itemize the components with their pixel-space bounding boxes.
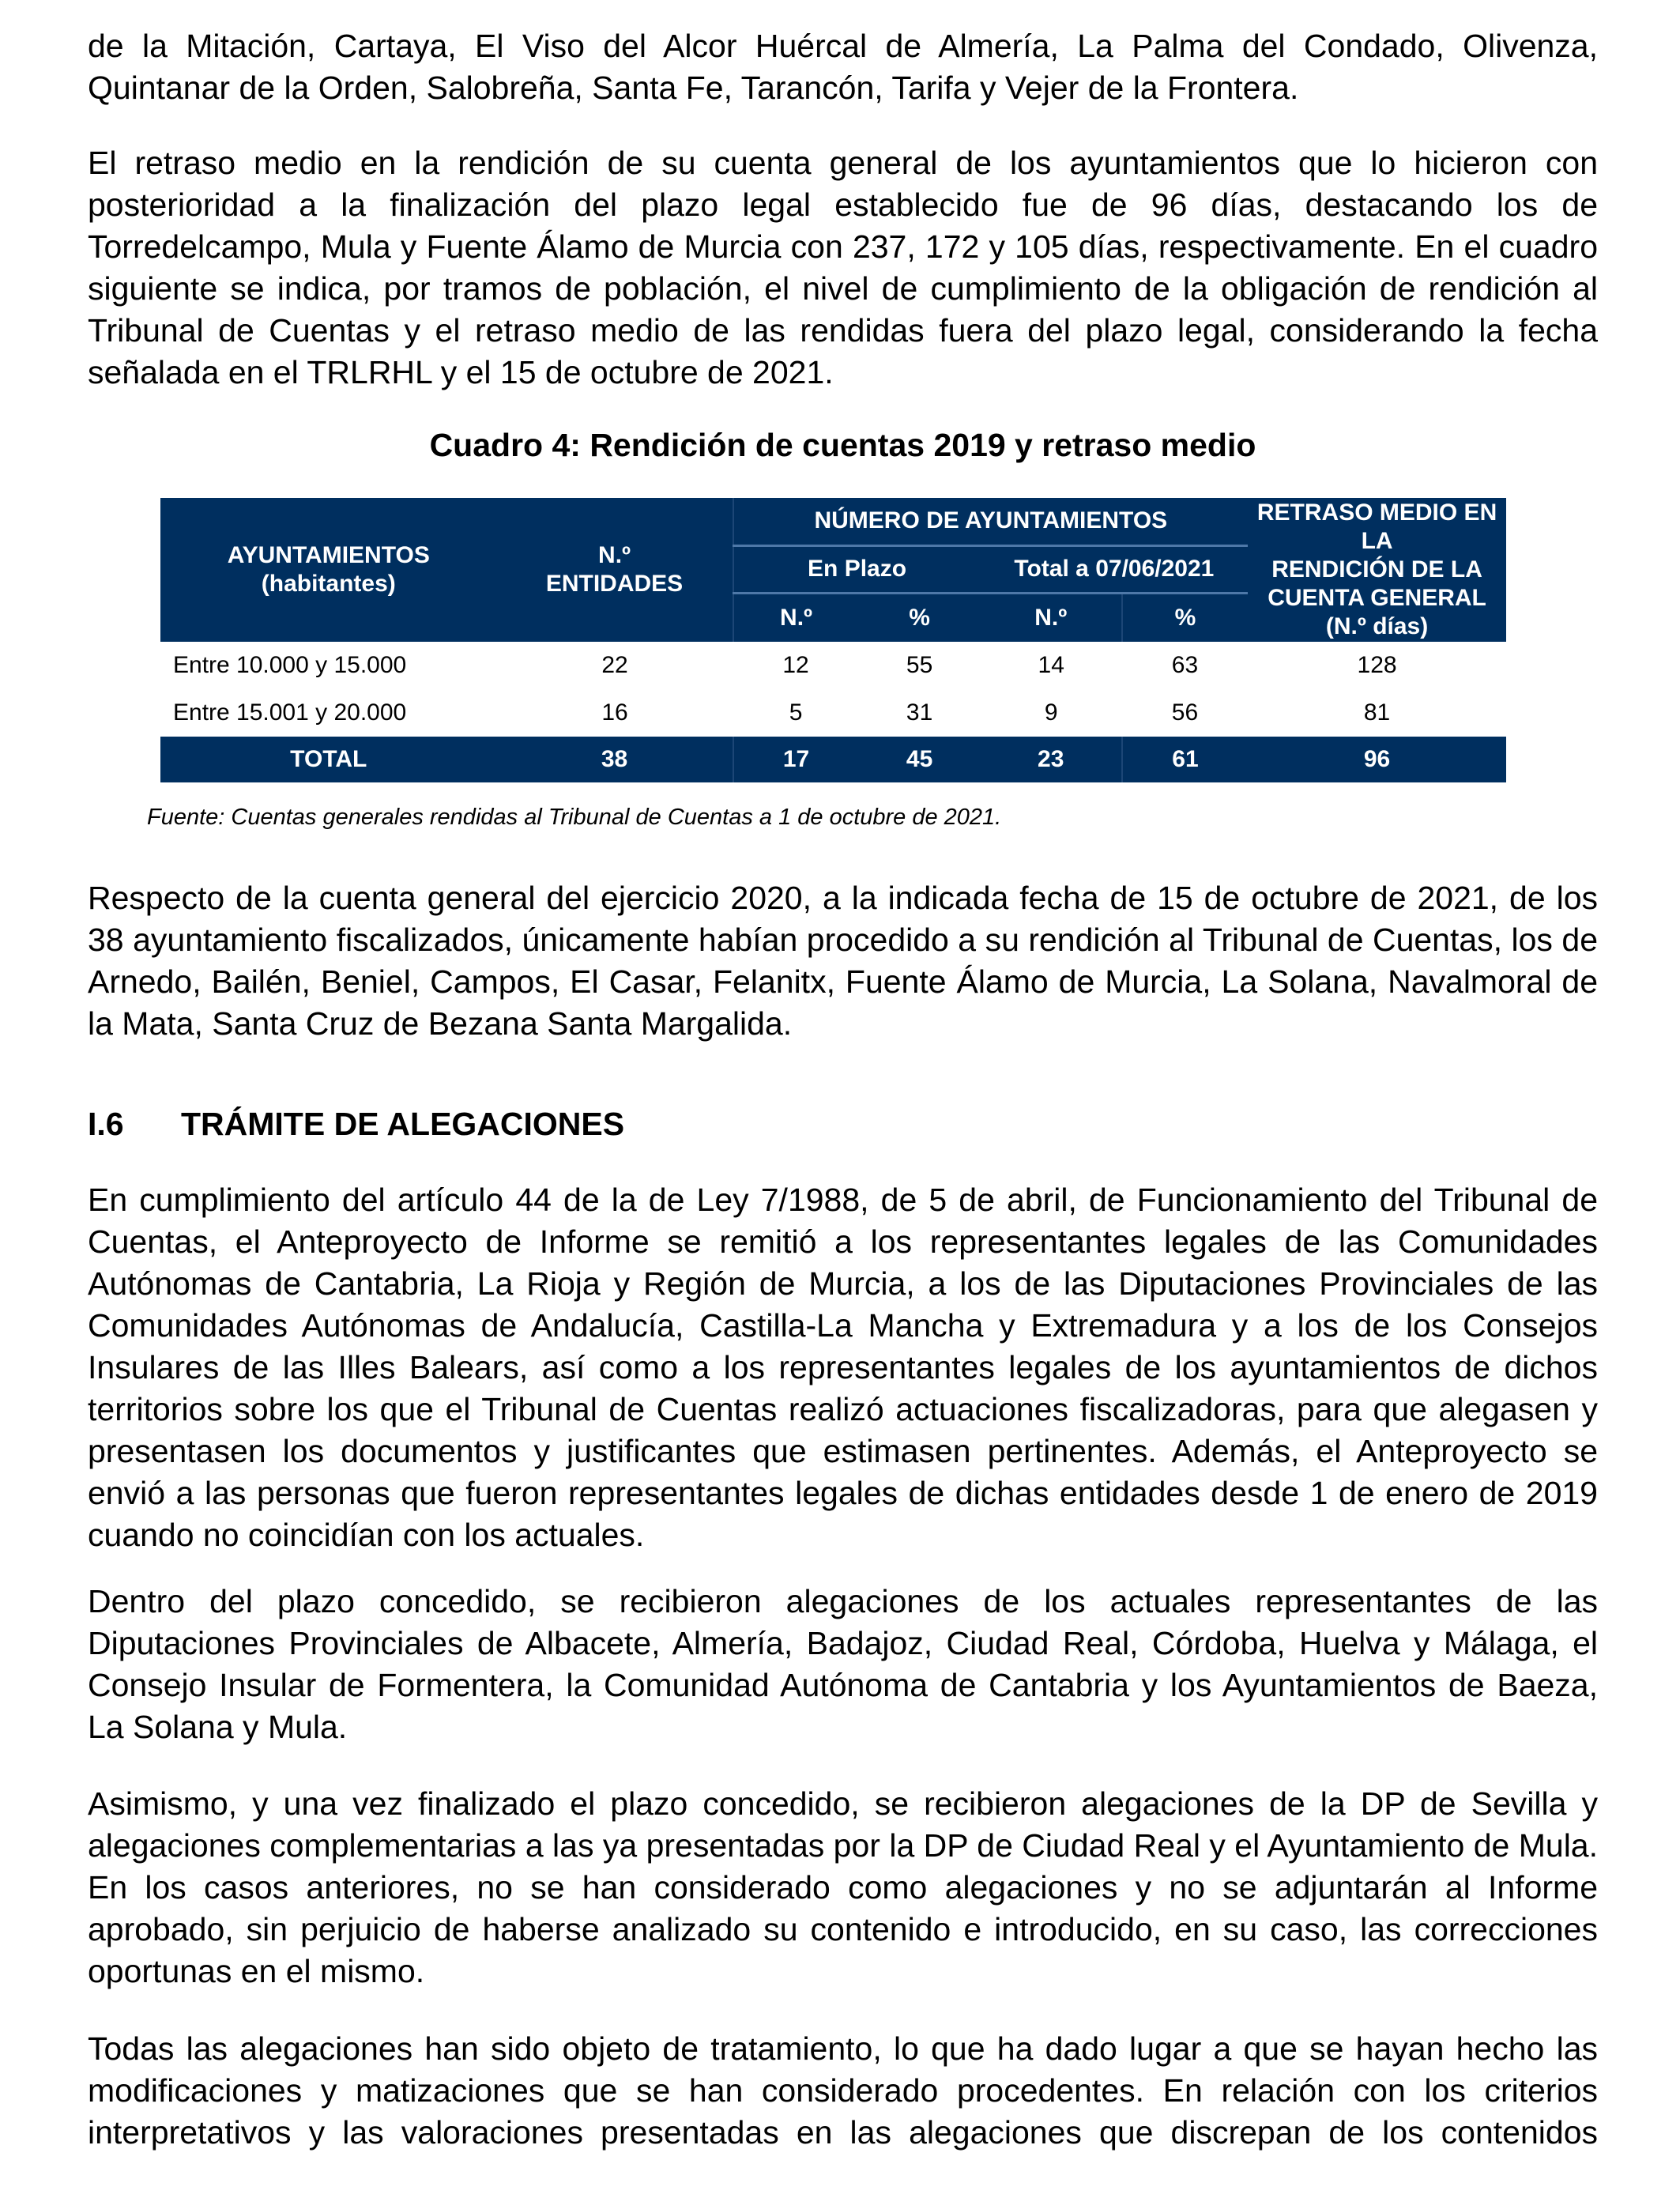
header-entidades [497, 498, 733, 642]
cell-plazo-pct: 31 [906, 699, 933, 726]
table-total-row [160, 737, 1506, 782]
header-en-plazo: En Plazo [733, 545, 981, 593]
header-retraso-medio [1248, 498, 1506, 642]
paragraph-retraso-medio: El retraso medio en la rendición de su cuenta general de los ayuntamientos que lo hicieron con posterioridad a la finalización del plazo legal establecido fue de 96 días, destacando los de Torredelcampo, Mula y Fuente Álamo de Murcia con 237, 172 y 105 días, respectivamente. En el cuadro siguiente se indica, por tramos de población, el nivel de cumplimiento de la obligación de rendición al Tribunal de Cuentas y el retraso medio de las rendidas fuera del plazo legal, considerando la fecha señalada en el TRLRHL y el 15 de octubre de 2021. [88, 145, 1598, 390]
total-plazo-n: 17 [733, 737, 859, 782]
table-caption: Cuadro 4: Rendición de cuentas 2019 y retraso medio [429, 427, 1256, 463]
header-ayuntamientos [160, 498, 497, 642]
table-row [160, 642, 1506, 689]
section-number: I.6 [88, 1106, 124, 1142]
header-retraso-line2: RENDICIÓN DE LA [1271, 556, 1482, 582]
header-ayuntamientos-sub: (habitantes) [261, 571, 396, 597]
total-entidades: 38 [497, 737, 733, 782]
cell-total-pct: 56 [1171, 699, 1199, 726]
cuadro-4-table [160, 498, 1506, 782]
cell-retraso: 81 [1363, 699, 1391, 726]
header-numero-ayuntamientos: NÚMERO DE AYUNTAMIENTOS [733, 498, 1249, 545]
paragraph-cumplimiento-art44: En cumplimiento del artículo 44 de la de Ley 7/1988, de 5 de abril, de Funcionamiento del Tribunal de Cuentas, el Anteproyecto de Informe se remitió a los representantes legales de las Comunidades Autónomas de Cantabria, La Rioja y Región de Murcia, a los de las Diputaciones Provinciales de las Comunidades Autónomas de Andalucía, Castilla-La Mancha y Extremadura y a los de los Consejos Insulares de las Illes Balears, así como a los representantes legales de los ayuntamientos de dichos territorios sobre los que el Tribunal de Cuentas realizó actuaciones fiscalizadoras, para que alegasen y presentasen los documentos y justificantes que estimasen pertinentes. Además, el Anteproyecto se envió a las personas que fueron representantes legales de dichas entidades desde 1 de enero de 2019 cuando no coincidían con los actuales. [88, 1182, 1598, 1553]
total-label: TOTAL [160, 737, 497, 782]
paragraph-todas-alegaciones: Todas las alegaciones han sido objeto de tratamiento, lo que ha dado lugar a que se hayan hecho las modificaciones y matizaciones que se han considerado procedentes. En relación con los criterios interpretativos y las valoraciones presentadas en las alegaciones que discrepan de los contenidos [88, 2030, 1598, 2151]
header-ayuntamientos-label: AYUNTAMIENTOS [227, 542, 430, 568]
section-title: TRÁMITE DE ALEGACIONES [181, 1106, 625, 1142]
header-entidades-line1: N.º [598, 542, 631, 568]
cell-total-n: 14 [1038, 652, 1064, 678]
header-entidades-line2: ENTIDADES [545, 571, 684, 597]
paragraph-asimismo: Asimismo, y una vez finalizado el plazo concedido, se recibieron alegaciones de la DP de Sevilla y alegaciones complementarias a las ya presentadas por la DP de Ciudad Real y el Ayuntamiento de Mula. En los casos anteriores, no se han considerado como alegaciones y no se adjuntarán al Informe aprobado, sin perjuicio de haberse analizado su contenido e introducido, en su caso, las correcciones oportunas en el mismo. [88, 1785, 1598, 1989]
cell-plazo-pct: 55 [906, 652, 933, 678]
header-total-fecha: Total a 07/06/2021 [981, 545, 1249, 593]
total-retraso: 96 [1248, 737, 1506, 782]
table-row [160, 689, 1506, 737]
paragraph-dentro-plazo: Dentro del plazo concedido, se recibieron alegaciones de los actuales representantes de las Diputaciones Provinciales de Albacete, Almería, Badajoz, Ciudad Real, Córdoba, Huelva y Málaga, el Consejo Insular de Formentera, la Comunidad Autónoma de Cantabria y los Ayuntamientos de Baeza, La Solana y Mula. [88, 1583, 1598, 1745]
header-plazo-n: N.º [733, 593, 859, 642]
cell-retraso: 128 [1357, 652, 1397, 678]
cell-entidades: 16 [601, 699, 628, 726]
cell-plazo-n: 5 [789, 699, 803, 726]
header-total-n: N.º [981, 593, 1122, 642]
cell-plazo-n: 12 [782, 652, 809, 678]
header-retraso-line1: RETRASO MEDIO EN LA [1256, 499, 1497, 554]
header-retraso-line3: CUENTA GENERAL [1268, 585, 1486, 611]
section-heading [88, 1104, 624, 1144]
row-label: Entre 15.001 y 20.000 [173, 699, 407, 726]
header-plazo-pct: % [859, 593, 981, 642]
row-label: Entre 10.000 y 15.000 [173, 652, 407, 678]
cell-entidades: 22 [601, 652, 628, 678]
header-retraso-line4: (N.º días) [1325, 613, 1429, 639]
cell-total-n: 9 [1044, 699, 1058, 726]
paragraph-municipalities-list: de la Mitación, Cartaya, El Viso del Alcor Huércal de Almería, La Palma del Condado, Olivenza, Quintanar de la Orden, Salobreña, Santa Fe, Tarancón, Tarifa y Vejer de la Frontera. [88, 28, 1598, 106]
total-plazo-pct: 45 [859, 737, 981, 782]
header-total-pct: % [1122, 593, 1248, 642]
total-total-n: 23 [981, 737, 1122, 782]
table-source-note: Fuente: Cuentas generales rendidas al Tribunal de Cuentas a 1 de octubre de 2021. [147, 805, 1002, 830]
paragraph-cuenta-2020: Respecto de la cuenta general del ejercicio 2020, a la indicada fecha de 15 de octubre de 2021, de los 38 ayuntamiento fiscalizados, únicamente habían procedido a su rendición al Tribunal de Cuentas, los de Arnedo, Bailén, Beniel, Campos, El Casar, Felanitx, Fuente Álamo de Murcia, La Solana, Navalmoral de la Mata, Santa Cruz de Bezana Santa Margalida. [88, 880, 1598, 1042]
cell-total-pct: 63 [1171, 652, 1199, 678]
total-total-pct: 61 [1122, 737, 1248, 782]
